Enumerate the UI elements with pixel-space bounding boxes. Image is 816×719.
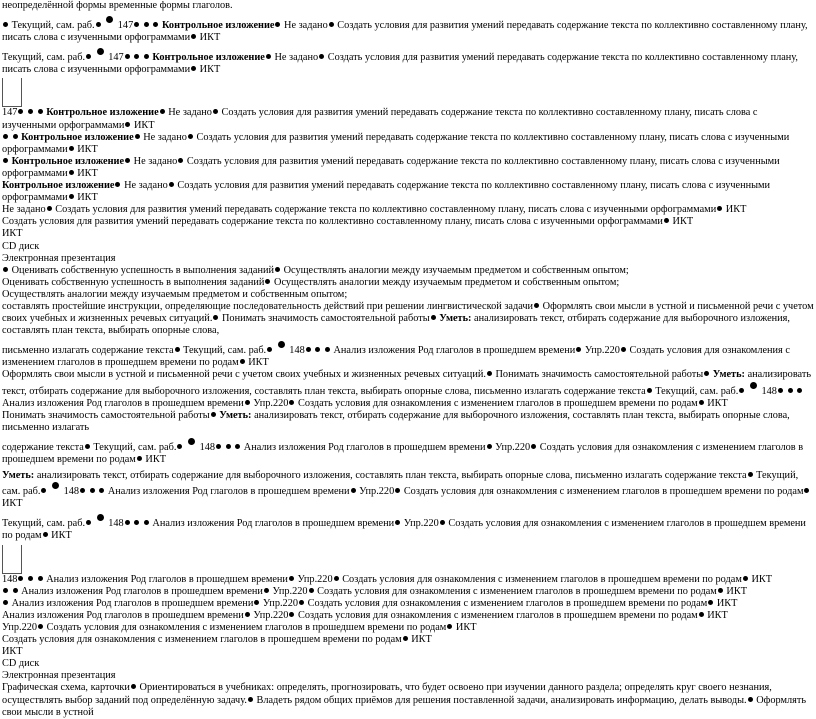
- text-line: Контрольное изложение Не задано Создать условия для развития умений передавать содержание текста по коллективно составленному плану, писать слова с изученными орфограммами ИКТ: [2, 131, 790, 155]
- text-line: составлять простейшие инструкции, определяющие последовательность действий при решении лингвистической задачи Оформлять свои мысли в устной и письменной речи с учетом своих учебных и жизненных речевых ситуаций. Понимать значимость самостоятельной работы Уметь: анализировать текст, отбирать содержание для выборочного изложения, составлять план текста, выбирать опорные слова,: [2, 300, 814, 337]
- bullet-icon: [13, 134, 18, 139]
- text-line: Графическая схема, карточки Ориентироваться в учебниках: определять, прогнозировать, что будет освоено при изучении данного раздела; определять круг своего незнания, осуществлять выбор заданий под определённую задачу. Владеть рядом общих приёмов для решения поставленной задачи, анализировать информацию, делать выводы. Оформлять свои мысли в устной: [2, 682, 807, 718]
- text-line: 147 Контрольное изложение Не задано Создать условия для развития умений передавать содержание текста по коллективно составленному плану, писать слова с изученными орфограммами ИКТ: [2, 107, 758, 131]
- bullet-icon: [86, 54, 91, 59]
- text-line: Контрольное изложение Не задано Создать условия для развития умений передавать содержание текста по коллективно составленному плану, писать слова с изученными орфограммами ИКТ: [2, 180, 771, 204]
- bullet-icon: [788, 388, 793, 393]
- bullet-icon: [319, 54, 324, 59]
- bullet-icon: [3, 22, 8, 27]
- bullet-icon: [664, 218, 669, 223]
- bullet-icon: [778, 388, 783, 393]
- bullet-icon: [621, 347, 626, 352]
- bullet-icon: [43, 532, 48, 537]
- bullet-icon: [325, 347, 330, 352]
- bullet-icon: [3, 158, 8, 163]
- bullet-icon: [177, 444, 182, 449]
- bullet-icon: [28, 576, 33, 581]
- bullet-icon: [213, 315, 218, 320]
- bullet-icon: [699, 612, 704, 617]
- bullet-icon: [289, 576, 294, 581]
- bullet-icon: [134, 520, 139, 525]
- bullet-icon: [245, 612, 250, 617]
- bullet-icon: [86, 520, 91, 525]
- bullet-icon: [216, 444, 221, 449]
- text-line: Контрольное изложение Не задано Создать условия для развития умений передавать содержание текста по коллективно составленному плану, писать слова с изученными орфограммами ИКТ: [2, 155, 780, 179]
- bullet-icon: [137, 456, 142, 461]
- bullet-icon: [90, 488, 95, 493]
- text-line: CD диск: [2, 240, 40, 252]
- bullet-icon: [191, 34, 196, 39]
- text-line: Не задано Создать условия для развития умений передавать содержание текста по коллективно составленному плану, писать слова с изученными орфограммами ИКТ: [2, 204, 747, 216]
- bullet-icon: [351, 488, 356, 493]
- bullet-icon: [125, 158, 130, 163]
- bullet-icon: [403, 636, 408, 641]
- bullet-icon: [576, 347, 581, 352]
- bullet-icon: [245, 400, 250, 405]
- bullet-icon: [115, 182, 120, 187]
- text-line: Текущий, сам. раб. 148 Анализ изложения Род глаголов в прошедшем времени Упр.220 Создать условия для ознакомления с изменением глаголов в прошедшем времени по родам ИКТ: [2, 514, 814, 542]
- bullet-icon: [135, 134, 140, 139]
- bullet-icon: [264, 588, 269, 593]
- bullet-icon: [487, 371, 492, 376]
- bullet-icon: [18, 109, 23, 114]
- text-line: Упр.220 Создать условия для ознакомления с изменением глаголов в прошедшем времени по родам ИКТ: [2, 621, 477, 633]
- bullet-icon: [226, 444, 231, 449]
- text-line: Текущий, сам. раб. 147 Контрольное изложение Не задано Создать условия для развития умений передавать содержание текста по коллективно составленному плану, писать слова с изученными орфограммами ИКТ: [2, 16, 814, 44]
- bullet-icon: [96, 22, 101, 27]
- bullet-icon: [750, 382, 757, 389]
- bullet-icon: [329, 22, 334, 27]
- bullet-icon: [708, 600, 713, 605]
- bullet-icon: [748, 472, 753, 477]
- bullet-icon: [178, 158, 183, 163]
- bullet-icon: [3, 588, 8, 593]
- bullet-icon: [299, 600, 304, 605]
- bullet-icon: [211, 412, 216, 417]
- bullet-icon: [28, 109, 33, 114]
- text-line: Анализ изложения Род глаголов в прошедшем времени Упр.220 Создать условия для ознакомления с изменением глаголов в прошедшем времени по родам ИКТ: [2, 609, 728, 621]
- bullet-icon: [153, 22, 158, 27]
- bullet-icon: [38, 576, 43, 581]
- bullet-icon: [52, 482, 59, 489]
- bullet-icon: [254, 600, 259, 605]
- bullet-icon: [334, 576, 339, 581]
- bullet-icon: [235, 444, 240, 449]
- bullet-icon: [125, 122, 130, 127]
- bullet-icon: [144, 520, 149, 525]
- bullet-icon: [447, 624, 452, 629]
- text-line: Понимать значимость самостоятельной работы Уметь: анализировать текст, отбирать содержание для выборочного изложения, составлять план текста, выбирать опорные слова, письменно излагать: [2, 409, 790, 433]
- bullet-icon: [289, 400, 294, 405]
- bullet-icon: [188, 438, 195, 445]
- text-line: ИКТ: [2, 646, 23, 658]
- text-line: Электронная презентация: [2, 670, 116, 682]
- bullet-icon: [804, 488, 809, 493]
- text-line: содержание текста Текущий, сам. раб. 148 Анализ изложения Род глаголов в прошедшем времени Упр.220 Создать условия для ознакомления с изменением глаголов в прошедшем времени по родам ИКТ: [2, 438, 814, 466]
- text-line: ИКТ: [2, 228, 23, 240]
- text-line: Осуществлять аналогии между изучаемым предметом и собственным опытом;: [2, 288, 348, 300]
- text-line: Оценивать собственную успешность в выполнения заданий Осуществлять аналогии между изучаемым предметом и собственным опытом;: [2, 265, 814, 277]
- bullet-icon: [13, 588, 18, 593]
- bullet-icon: [704, 371, 709, 376]
- bullet-icon: [309, 588, 314, 593]
- text-line: Электронная презентация: [2, 252, 116, 264]
- bullet-icon: [395, 488, 400, 493]
- bullet-icon: [3, 600, 8, 605]
- bullet-icon: [80, 488, 85, 493]
- bullet-icon: [431, 315, 436, 320]
- bullet-icon: [647, 388, 652, 393]
- bullet-icon: [531, 444, 536, 449]
- bullet-icon: [106, 16, 113, 23]
- bullet-icon: [144, 54, 149, 59]
- bullet-icon: [248, 697, 253, 702]
- text-line: CD диск: [2, 658, 40, 670]
- bullet-icon: [69, 194, 74, 199]
- bullet-icon: [3, 134, 8, 139]
- bullet-icon: [748, 697, 753, 702]
- bullet-icon: [395, 520, 400, 525]
- bullet-icon: [267, 347, 272, 352]
- bullet-icon: [85, 444, 90, 449]
- bullet-icon: [169, 182, 174, 187]
- bullet-icon: [134, 54, 139, 59]
- bullet-icon: [289, 612, 294, 617]
- bullet-icon: [278, 341, 285, 348]
- bullet-icon: [213, 109, 218, 114]
- bullet-icon: [18, 576, 23, 581]
- bullet-icon: [160, 109, 165, 114]
- bullet-icon: [534, 303, 539, 308]
- text-line: Анализ изложения Род глаголов в прошедшем времени Упр.220 Создать условия для ознакомления с изменением глаголов в прошедшем времени по родам ИКТ: [2, 586, 814, 598]
- bullet-icon: [266, 54, 271, 59]
- bullet-icon: [47, 206, 52, 211]
- bullet-icon: [743, 576, 748, 581]
- bullet-icon: [240, 359, 245, 364]
- bullet-icon: [125, 520, 130, 525]
- bullet-icon: [306, 347, 311, 352]
- bullet-icon: [487, 444, 492, 449]
- text-line: Уметь: анализировать текст, отбирать содержание для выборочного изложения, составлять план текста, выбирать опорные слова, письменно излагать содержание текста Текущий, сам. раб. 148 Анализ изложения Род глаголов в прошедшем времени Упр.220 Создать условия для ознакомления с изменением глаголов в прошедшем времени по родам ИКТ: [2, 470, 814, 510]
- text-line: письменно излагать содержание текста Текущий, сам. раб. 148 Анализ изложения Род глаголов в прошедшем времени Упр.220 Создать условия для ознакомления с изменением глаголов в прошедшем времени по родам ИКТ: [2, 341, 814, 369]
- bullet-icon: [699, 400, 704, 405]
- bullet-icon: [739, 388, 744, 393]
- bullet-icon: [69, 146, 74, 151]
- text-line: Создать условия для развития умений передавать содержание текста по коллективно составленному плану, писать слова с изученными орфограммами ИКТ: [2, 216, 694, 228]
- bullet-icon: [718, 588, 723, 593]
- text-line: неопределённой формы временные формы глаголов.: [2, 0, 233, 11]
- image-placeholder: [2, 78, 22, 107]
- bullet-icon: [315, 347, 320, 352]
- text-line: 148 Анализ изложения Род глаголов в прошедшем времени Упр.220 Создать условия для ознакомления с изменением глаголов в прошедшем времени по родам ИКТ: [2, 573, 773, 585]
- bullet-icon: [134, 22, 139, 27]
- bullet-icon: [275, 267, 280, 272]
- bullet-icon: [188, 134, 193, 139]
- bullet-icon: [717, 206, 722, 211]
- bullet-icon: [131, 684, 136, 689]
- bullet-icon: [38, 624, 43, 629]
- bullet-icon: [440, 520, 445, 525]
- bullet-icon: [275, 22, 280, 27]
- text-line: Оформлять свои мысли в устной и письменной речи с учетом своих учебных и жизненных речевых ситуаций. Понимать значимость самостоятельной работы Уметь: анализировать текст, отбирать содержание для выборочного изложения, составлять план текста, выбирать опорные слова, письменно излагать содержание текста Текущий, сам. раб. 148 Анализ изложения Род глаголов в прошедшем времени Упр.220 Создать условия для ознакомления с изменением глаголов в прошедшем времени по родам ИКТ: [2, 369, 812, 409]
- bullet-icon: [97, 48, 104, 55]
- text-line: Текущий, сам. раб. 147 Контрольное изложение Не задано Создать условия для развития умений передавать содержание текста по коллективно составленному плану, писать слова с изученными орфограммами ИКТ: [2, 48, 814, 76]
- bullet-icon: [38, 109, 43, 114]
- bullet-icon: [125, 54, 130, 59]
- bullet-icon: [265, 279, 270, 284]
- image-placeholder: [2, 545, 22, 574]
- text-line: Создать условия для ознакомления с изменением глаголов в прошедшем времени по родам ИКТ: [2, 634, 432, 646]
- bullet-icon: [175, 347, 180, 352]
- bullet-icon: [99, 488, 104, 493]
- bullet-icon: [97, 514, 104, 521]
- bullet-icon: [41, 488, 46, 493]
- text-line: Оценивать собственную успешность в выполнения заданий Осуществлять аналогии между изучаемым предметом и собственным опытом;: [2, 276, 620, 288]
- bullet-icon: [797, 388, 802, 393]
- bullet-icon: [191, 66, 196, 71]
- bullet-icon: [144, 22, 149, 27]
- bullet-icon: [3, 267, 8, 272]
- text-line: Анализ изложения Род глаголов в прошедшем времени Упр.220 Создать условия для ознакомления с изменением глаголов в прошедшем времени по родам ИКТ: [2, 598, 814, 610]
- bullet-icon: [69, 170, 74, 175]
